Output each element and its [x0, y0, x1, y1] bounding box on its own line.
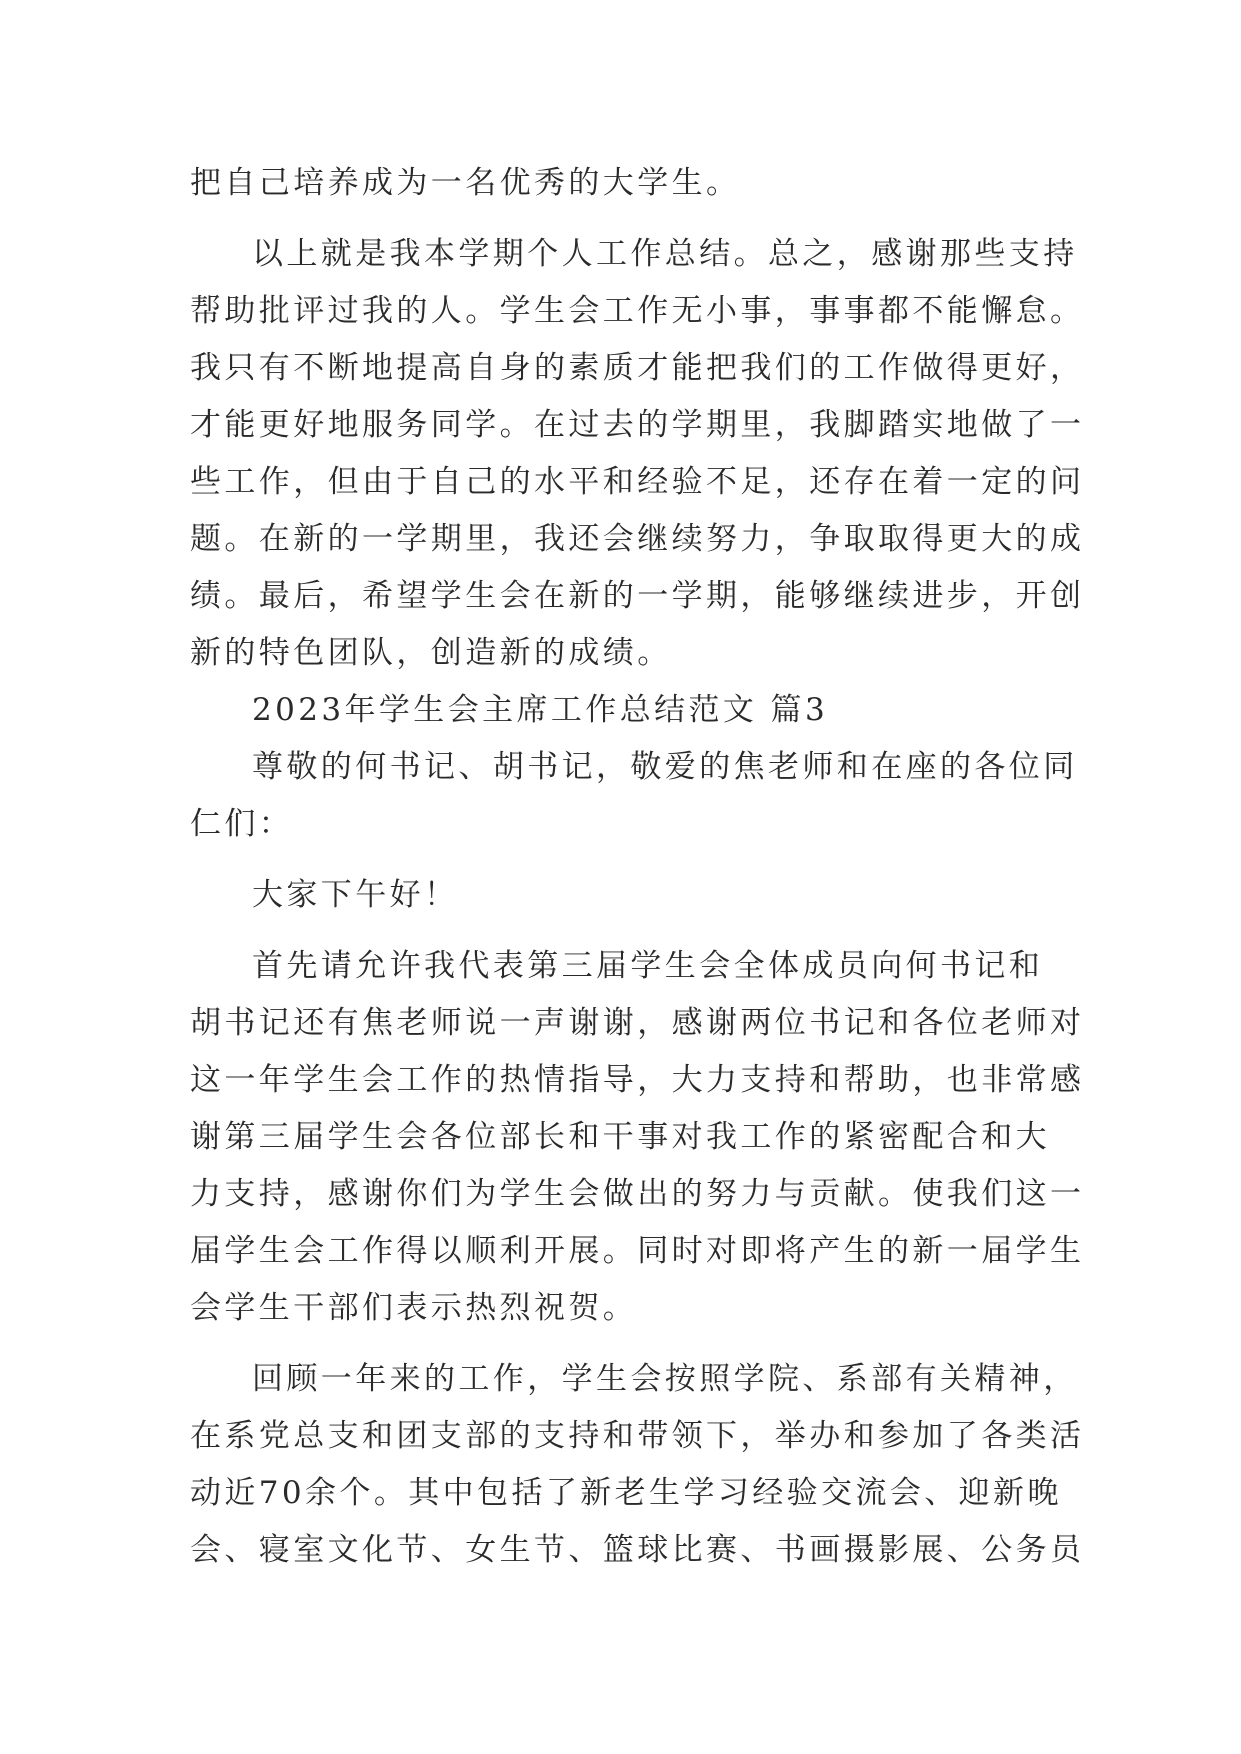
- section-heading: 2023年学生会主席工作总结范文 篇3: [252, 692, 829, 728]
- paragraph-line: 会、寝室文化节、女生节、篮球比赛、书画摄影展、公务员: [190, 1532, 1085, 1568]
- paragraph-line: 题。在新的一学期里，我还会继续努力，争取取得更大的成: [190, 521, 1085, 557]
- paragraph-line: 届学生会工作得以顺利开展。同时对即将产生的新一届学生: [190, 1233, 1085, 1269]
- paragraph-line: 胡书记还有焦老师说一声谢谢，感谢两位书记和各位老师对: [190, 1005, 1085, 1041]
- paragraph-line: 首先请允许我代表第三届学生会全体成员向何书记和: [252, 948, 1044, 984]
- paragraph-line: 才能更好地服务同学。在过去的学期里，我脚踏实地做了一: [190, 407, 1085, 443]
- paragraph-line: 帮助批评过我的人。学生会工作无小事，事事都不能懈怠。: [190, 293, 1085, 329]
- paragraph-line: 在系党总支和团支部的支持和带领下，举办和参加了各类活: [190, 1418, 1085, 1454]
- paragraph-line: 以上就是我本学期个人工作总结。总之，感谢那些支持: [252, 236, 1078, 272]
- paragraph-line: 力支持，感谢你们为学生会做出的努力与贡献。使我们这一: [190, 1176, 1085, 1212]
- paragraph-line: 这一年学生会工作的热情指导，大力支持和帮助，也非常感: [190, 1062, 1085, 1098]
- paragraph-line: 新的特色团队，创造新的成绩。: [190, 635, 672, 671]
- paragraph-line: 动近70余个。其中包括了新老生学习经验交流会、迎新晚: [190, 1475, 1062, 1511]
- salutation: 大家下午好！: [252, 877, 459, 913]
- paragraph-line: 绩。最后，希望学生会在新的一学期，能够继续进步，开创: [190, 578, 1085, 614]
- paragraph-line: 回顾一年来的工作，学生会按照学院、系部有关精神，: [252, 1361, 1078, 1397]
- greeting-line: 尊敬的何书记、胡书记，敬爱的焦老师和在座的各位同: [252, 749, 1078, 785]
- paragraph-line: 我只有不断地提高自身的素质才能把我们的工作做得更好，: [190, 350, 1085, 386]
- paragraph-line: 把自己培养成为一名优秀的大学生。: [190, 165, 741, 201]
- document-body: [190, 155, 1085, 1579]
- paragraph-line: 些工作，但由于自己的水平和经验不足，还存在着一定的问: [190, 464, 1085, 500]
- paragraph-line: 谢第三届学生会各位部长和干事对我工作的紧密配合和大: [190, 1119, 1050, 1155]
- paragraph-line: 会学生干部们表示热烈祝贺。: [190, 1290, 638, 1326]
- greeting-line: 仁们：: [190, 806, 294, 842]
